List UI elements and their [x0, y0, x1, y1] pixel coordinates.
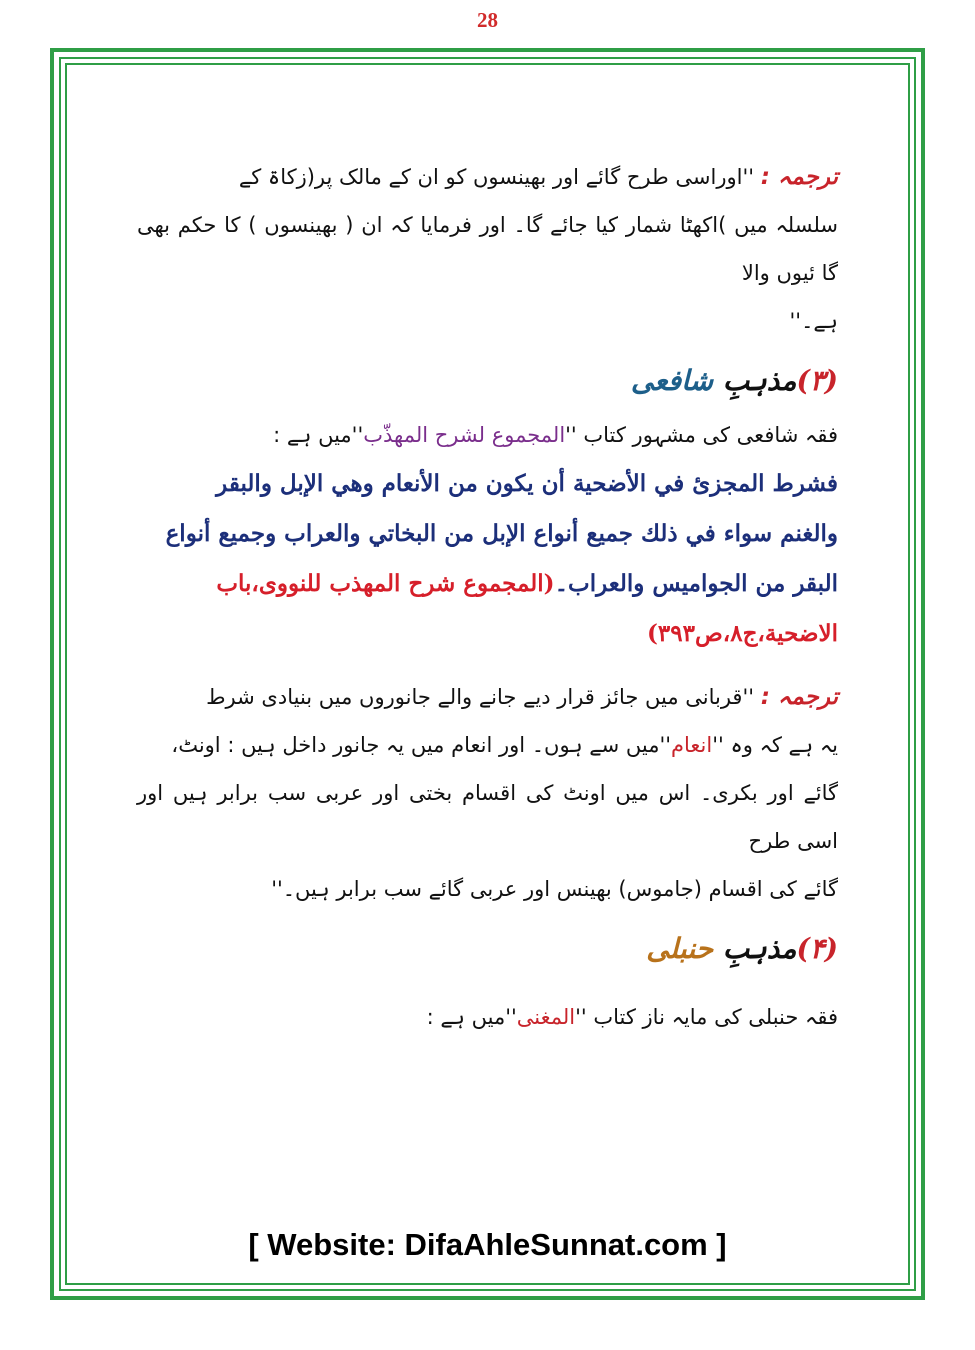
text-line: گائے کی اقسام (جاموس) بھینس اور عربی گائے سب برابر ہیں۔'' [271, 877, 838, 901]
section-heading-shafii [137, 355, 838, 407]
arabic-quote-shafii [137, 459, 838, 659]
text-line: ہے۔'' [789, 309, 838, 333]
reference: (المجموع شرح المهذب للنووی،باب [216, 570, 555, 597]
heading-name: شافعی [630, 364, 714, 397]
book-title: المغنی [516, 1005, 576, 1029]
translation-paragraph-2: ترجمہ : ''قربانی میں جائز قرار دیے جانے والے جانوروں میں بنیادی شرط [206, 684, 838, 710]
page-number: 28 [477, 8, 498, 32]
page-border-frame [50, 48, 925, 1300]
text-line: سلسلہ میں )اکھٹا شمار کیا جائے گا۔ اور فرمایا کہ ان ( بھینسوں ) کا حکم بھی گا ئیوں والا [137, 213, 838, 285]
arabic-line: البقر من الجواميس والعراب۔(المجموع شرح المهذب للنووی،باب [216, 570, 838, 597]
translation-label: ترجمہ : [760, 164, 838, 190]
heading-name: حنبلی [646, 932, 714, 965]
text-line: ''اوراسی طرح گائے اور بھینسوں کو ان کے مالک پر(زکاۃ کے [238, 165, 755, 189]
website-footer: [ Website: DifaAhleSunnat.com ] [248, 1227, 727, 1262]
translation-paragraph-1 [137, 153, 838, 201]
section-number: (۳) [796, 364, 838, 397]
section-heading-hanbali [137, 923, 838, 975]
text-line: یہ ہے کہ وہ ''انعام''میں سے ہوں۔ اور انعام میں یہ جانور داخل ہیں : اونٹ، [171, 733, 838, 757]
translation-label: ترجمہ : [760, 684, 838, 710]
heading-prefix: مذہبِ [722, 932, 797, 965]
book-title: المجموع لشرح المهذّب [363, 423, 566, 447]
shafii-intro: فقہ شافعی کی مشہور کتاب ''المجموع لشرح المهذّب''میں ہے : [273, 423, 838, 447]
arabic-line: فشرط المجزئ في الأضحية أن يكون من الأنعام وهي الإبل والبقر [216, 470, 838, 497]
highlight-word: انعام [671, 733, 713, 757]
text-line: گائے اور بکری۔ اس میں اونٹ کی اقسام بختی اور عربی سب برابر ہیں اور اسی طرح [137, 781, 838, 853]
page-content [137, 153, 838, 1041]
section-number: (۴) [796, 932, 838, 965]
arabic-line: والغنم سواء في ذلك جميع أنواع الإبل من البخاتي والعراب وجميع أنواع [165, 520, 838, 547]
heading-prefix: مذہبِ [722, 364, 797, 397]
reference: الاضحية،ج۸،ص۳۹۳) [647, 620, 838, 647]
hanbali-intro: فقہ حنبلی کی مایہ ناز کتاب ''المغنی''میں ہے : [426, 1005, 838, 1029]
